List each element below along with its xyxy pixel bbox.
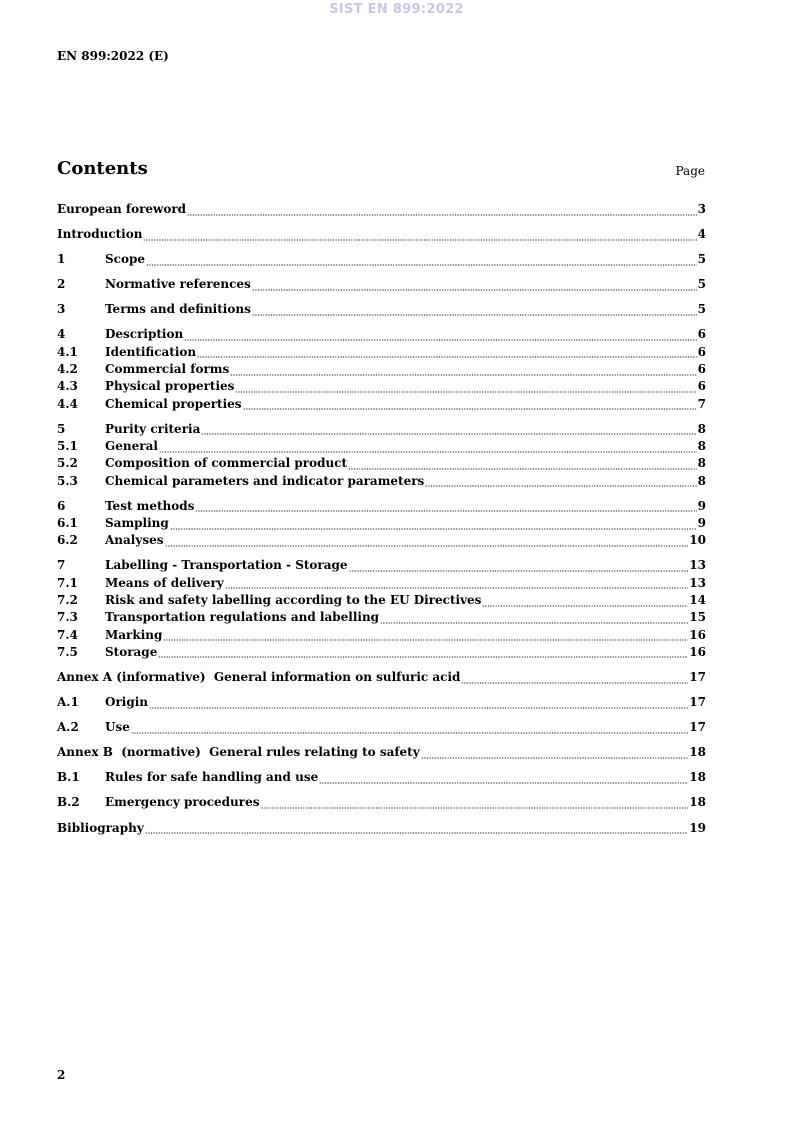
- toc-entry-title: Marking: [105, 627, 163, 642]
- toc-entry-page: 16: [689, 627, 706, 642]
- toc-entry[interactable]: [57, 669, 706, 686]
- document-id: EN 899:2022 (E): [57, 49, 169, 63]
- toc-entry-page: 9: [697, 498, 706, 513]
- toc-entry-number: 4.4: [57, 396, 78, 411]
- toc-leader-dots: [349, 557, 689, 574]
- toc-entry-title: Means of delivery: [105, 575, 224, 590]
- toc-leader-dots: [184, 326, 696, 343]
- toc-leader-dots: [461, 669, 688, 686]
- toc-entry[interactable]: [57, 557, 706, 574]
- toc-leader-dots: [261, 794, 689, 811]
- toc-entry[interactable]: [57, 769, 706, 786]
- toc-entry-title: Transportation regulations and labelling: [105, 610, 380, 625]
- toc-leader-dots: [195, 498, 696, 515]
- toc-entry-page: 5: [697, 302, 706, 317]
- toc-entry-page: 3: [697, 202, 706, 216]
- toc-entry-number: 7.4: [57, 627, 78, 642]
- toc-leader-dots: [235, 378, 696, 395]
- toc-entry[interactable]: [57, 226, 706, 243]
- toc-entry-page: 4: [697, 227, 706, 242]
- toc-leader-dots: [170, 515, 697, 532]
- toc-entry[interactable]: [57, 455, 706, 472]
- toc-entry-number: 4.2: [57, 362, 78, 377]
- toc-entry-title: Chemical parameters and indicator parameters: [105, 473, 425, 488]
- toc-entry-title: General: [105, 439, 158, 454]
- toc-leader-dots: [149, 694, 688, 711]
- toc-entry-page: 6: [697, 344, 706, 359]
- toc-entry[interactable]: [57, 251, 706, 268]
- toc-entry[interactable]: [57, 627, 706, 644]
- toc-entry[interactable]: [57, 794, 706, 811]
- toc-entry-number: B.2: [57, 795, 80, 810]
- toc-entry-title: Rules for safe handling and use: [105, 770, 319, 785]
- table-of-contents: [57, 201, 706, 837]
- toc-entry-page: 13: [689, 558, 706, 573]
- toc-entry[interactable]: [57, 592, 706, 609]
- toc-entry-page: 18: [689, 795, 706, 810]
- toc-entry[interactable]: [57, 498, 706, 515]
- toc-entry-title: Labelling - Transportation - Storage: [105, 558, 348, 573]
- toc-entry-title: Purity criteria: [105, 421, 201, 436]
- toc-entry-number: 6.2: [57, 533, 78, 548]
- toc-entry-page: 17: [689, 720, 706, 735]
- toc-entry-page: 13: [689, 575, 706, 590]
- toc-leader-dots: [243, 396, 697, 413]
- toc-entry-title: Bibliography: [57, 820, 144, 835]
- toc-entry[interactable]: [57, 378, 706, 395]
- toc-leader-dots: [252, 276, 697, 293]
- toc-entry-number: 3: [57, 302, 66, 317]
- toc-entry-title: Chemical properties: [105, 396, 242, 411]
- toc-entry[interactable]: [57, 532, 706, 549]
- toc-leader-dots: [201, 421, 696, 438]
- toc-entry-number: A.1: [57, 695, 79, 710]
- toc-entry[interactable]: [57, 609, 706, 626]
- toc-entry-number: 7: [57, 558, 66, 573]
- toc-leader-dots: [225, 575, 689, 592]
- toc-entry-number: 5.1: [57, 439, 78, 454]
- toc-entry-title: Introduction: [57, 227, 143, 242]
- toc-entry-number: 5: [57, 421, 66, 436]
- toc-entry-number: 7.1: [57, 575, 78, 590]
- toc-entry-title: Annex B (normative) General rules relating to safety: [57, 745, 420, 760]
- toc-leader-dots: [145, 820, 689, 837]
- toc-leader-dots: [187, 201, 697, 218]
- toc-entry-title: Analyses: [105, 533, 164, 548]
- toc-entry-number: 6: [57, 498, 66, 513]
- toc-entry-page: 10: [689, 533, 706, 548]
- toc-leader-dots: [425, 473, 696, 490]
- toc-entry-number: B.1: [57, 770, 80, 785]
- toc-entry[interactable]: [57, 575, 706, 592]
- toc-entry-page: 7: [697, 396, 706, 411]
- watermark: SIST EN 899:2022: [329, 2, 464, 17]
- toc-entry[interactable]: [57, 421, 706, 438]
- toc-entry-page: 14: [689, 593, 706, 608]
- toc-entry[interactable]: [57, 515, 706, 532]
- toc-leader-dots: [230, 361, 696, 378]
- toc-entry[interactable]: [57, 820, 706, 837]
- toc-entry-number: 5.2: [57, 456, 78, 471]
- toc-entry-page: 8: [697, 439, 706, 454]
- toc-entry-title: Emergency procedures: [105, 795, 260, 810]
- toc-leader-dots: [197, 344, 697, 361]
- toc-leader-dots: [163, 627, 688, 644]
- toc-entry[interactable]: [57, 744, 706, 761]
- toc-entry[interactable]: [57, 344, 706, 361]
- toc-entry-page: 17: [689, 670, 706, 684]
- toc-leader-dots: [252, 301, 697, 318]
- toc-leader-dots: [348, 455, 697, 472]
- toc-entry-number: A.2: [57, 720, 79, 735]
- contents-heading: Contents: [57, 158, 148, 179]
- toc-leader-dots: [482, 592, 688, 609]
- toc-entry-title: Use: [105, 720, 130, 735]
- toc-entry-page: 18: [689, 770, 706, 785]
- toc-entry-title: Storage: [105, 644, 158, 659]
- toc-leader-dots: [131, 719, 688, 736]
- toc-entry-number: 7.5: [57, 644, 78, 659]
- toc-entry-page: 6: [697, 379, 706, 394]
- toc-entry-page: 9: [697, 516, 706, 531]
- toc-entry-page: 5: [697, 252, 706, 267]
- toc-entry-page: 6: [697, 362, 706, 377]
- toc-entry-number: 2: [57, 277, 66, 292]
- toc-entry-title: Description: [105, 327, 184, 342]
- toc-entry-title: Identification: [105, 344, 197, 359]
- toc-entry-number: 4.1: [57, 344, 78, 359]
- toc-entry-number: 4: [57, 327, 66, 342]
- toc-entry-title: Test methods: [105, 498, 195, 513]
- toc-entry-number: 7.3: [57, 610, 78, 625]
- toc-entry[interactable]: [57, 644, 706, 661]
- toc-leader-dots: [158, 644, 688, 661]
- toc-entry[interactable]: [57, 438, 706, 455]
- toc-leader-dots: [165, 532, 689, 549]
- toc-entry-number: 6.1: [57, 516, 78, 531]
- toc-entry-page: 16: [689, 644, 706, 659]
- toc-leader-dots: [143, 226, 696, 243]
- toc-entry-title: European foreword: [57, 202, 187, 216]
- toc-entry[interactable]: [57, 396, 706, 413]
- toc-entry-title: Annex A (informative) General information on sulfuric acid: [57, 670, 461, 684]
- page-column-label: Page: [675, 164, 705, 178]
- toc-entry-page: 15: [689, 610, 706, 625]
- toc-entry-page: 6: [697, 327, 706, 342]
- toc-leader-dots: [421, 744, 689, 761]
- toc-entry-title: Terms and definitions: [105, 302, 251, 317]
- page-number: 2: [57, 1068, 66, 1082]
- toc-entry-title: Commercial forms: [105, 362, 230, 377]
- toc-entry[interactable]: [57, 694, 706, 711]
- toc-entry-title: Sampling: [105, 516, 169, 531]
- toc-entry-page: 8: [697, 456, 706, 471]
- toc-entry-page: 17: [689, 695, 706, 710]
- toc-entry-title: Composition of commercial product: [105, 456, 348, 471]
- toc-entry-number: 4.3: [57, 379, 78, 394]
- toc-entry-number: 7.2: [57, 593, 78, 608]
- toc-entry-number: 1: [57, 252, 66, 267]
- toc-entry[interactable]: [57, 326, 706, 343]
- toc-entry-title: Normative references: [105, 277, 251, 292]
- toc-entry[interactable]: [57, 719, 706, 736]
- toc-entry-number: 5.3: [57, 473, 78, 488]
- toc-entry[interactable]: [57, 201, 706, 218]
- toc-entry[interactable]: [57, 276, 706, 293]
- toc-entry[interactable]: [57, 473, 706, 490]
- toc-entry[interactable]: [57, 301, 706, 318]
- toc-entry-page: 8: [697, 473, 706, 488]
- toc-entry[interactable]: [57, 361, 706, 378]
- toc-entry-page: 5: [697, 277, 706, 292]
- toc-leader-dots: [319, 769, 688, 786]
- toc-entry-page: 8: [697, 421, 706, 436]
- toc-leader-dots: [146, 251, 697, 268]
- toc-entry-title: Origin: [105, 695, 149, 710]
- toc-entry-title: Risk and safety labelling according to the EU Directives: [105, 593, 482, 608]
- toc-entry-title: Scope: [105, 252, 146, 267]
- toc-entry-title: Physical properties: [105, 379, 235, 394]
- toc-entry-page: 18: [689, 745, 706, 760]
- toc-entry-page: 19: [689, 820, 706, 835]
- toc-leader-dots: [159, 438, 697, 455]
- toc-leader-dots: [380, 609, 688, 626]
